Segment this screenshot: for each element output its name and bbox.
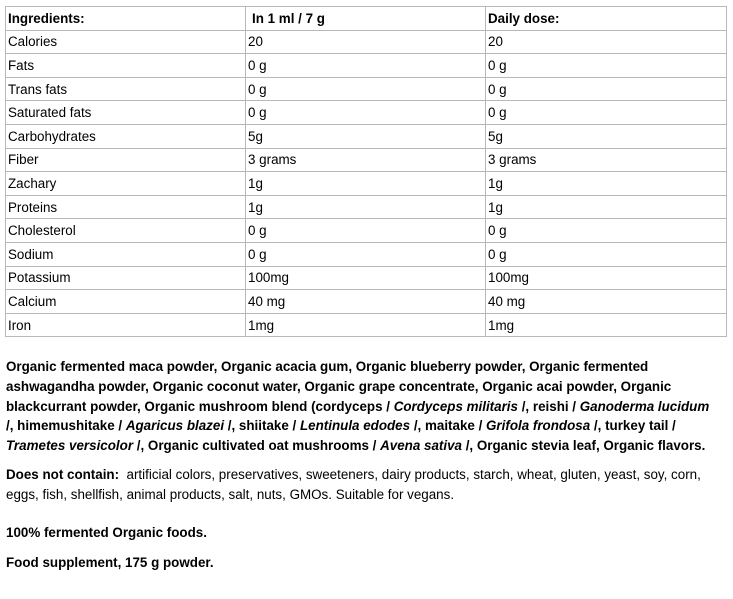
table-row xyxy=(6,290,727,314)
table-row xyxy=(6,54,727,78)
daily-dose-cell: 0 g xyxy=(486,54,727,78)
header-per-serving: In 1 ml / 7 g xyxy=(246,7,486,31)
ingredients-latin-4: Lentinula edodes xyxy=(299,418,411,434)
nutrition-table-body xyxy=(6,7,727,337)
table-header-row xyxy=(6,7,727,31)
nutrient-name-cell: Carbohydrates xyxy=(6,124,246,148)
does-not-contain-paragraph xyxy=(6,465,718,504)
ingredients-text-3: /, himemushitake / xyxy=(6,418,126,434)
nutrient-name-cell: Zachary xyxy=(6,172,246,196)
table-row xyxy=(6,172,727,196)
daily-dose-cell: 0 g xyxy=(486,242,727,266)
per-serving-cell: 100mg xyxy=(246,266,486,290)
daily-dose-cell: 5g xyxy=(486,124,727,148)
per-serving-cell: 5g xyxy=(246,124,486,148)
per-serving-cell: 1mg xyxy=(246,313,486,337)
ingredients-latin-1: Cordyceps militaris xyxy=(393,398,518,414)
supplement-statement: Food supplement, 175 g powder. xyxy=(6,555,214,571)
table-row xyxy=(6,195,727,219)
nutrition-table xyxy=(5,6,727,337)
nutrient-name-cell: Calories xyxy=(6,30,246,54)
table-row xyxy=(6,77,727,101)
daily-dose-cell: 0 g xyxy=(486,101,727,125)
ingredients-latin-6: Trametes versicolor xyxy=(6,437,134,453)
nutrient-name-cell: Fats xyxy=(6,54,246,78)
ingredients-text-6: /, turkey tail / xyxy=(590,418,676,434)
daily-dose-cell: 0 g xyxy=(486,77,727,101)
nutrient-name-cell: Sodium xyxy=(6,242,246,266)
nutrient-name-cell: Proteins xyxy=(6,195,246,219)
nutrient-name-cell: Cholesterol xyxy=(6,219,246,243)
ingredients-text-2: /, reishi / xyxy=(517,398,580,414)
daily-dose-cell: 1g xyxy=(486,195,727,219)
per-serving-cell: 20 xyxy=(246,30,486,54)
nutrient-name-cell: Fiber xyxy=(6,148,246,172)
ingredients-latin-2: Ganoderma lucidum xyxy=(579,398,710,414)
daily-dose-cell: 20 xyxy=(486,30,727,54)
nutrient-name-cell: Calcium xyxy=(6,290,246,314)
header-daily-dose: Daily dose: xyxy=(486,7,727,31)
ingredients-text-1: Organic fermented maca powder, Organic acacia gum, Organic blueberry powder, Organic fermented ashwagandha powder, Organic coconut water, Organic grape concentrate, Organic acai powder, Organic blackcurrant powder, Organic mushroom blend (cordyceps / xyxy=(6,359,672,414)
ingredients-latin-3: Agaricus blazei xyxy=(125,418,225,434)
nutrient-name-cell: Iron xyxy=(6,313,246,337)
ingredients-text-7: /, Organic cultivated oat mushrooms / xyxy=(133,437,381,453)
table-row xyxy=(6,148,727,172)
table-row xyxy=(6,266,727,290)
ingredients-text-5: /, maitake / xyxy=(410,418,487,434)
table-row xyxy=(6,242,727,266)
per-serving-cell: 0 g xyxy=(246,242,486,266)
per-serving-cell: 0 g xyxy=(246,219,486,243)
does-not-contain-text: artificial colors, preservatives, sweeteners, dairy products, starch, wheat, gluten, yeast, soy, corn, eggs, fish, shellfish, animal products, salt, nuts, GMOs. Suitable for vegans. xyxy=(6,467,705,502)
per-serving-cell: 0 g xyxy=(246,54,486,78)
header-ingredients: Ingredients: xyxy=(6,7,246,31)
nutrient-name-cell: Saturated fats xyxy=(6,101,246,125)
nutrient-name-cell: Potassium xyxy=(6,266,246,290)
per-serving-cell: 3 grams xyxy=(246,148,486,172)
table-row xyxy=(6,101,727,125)
per-serving-cell: 1g xyxy=(246,172,486,196)
per-serving-cell: 1g xyxy=(246,195,486,219)
per-serving-cell: 0 g xyxy=(246,77,486,101)
table-row xyxy=(6,30,727,54)
daily-dose-cell: 0 g xyxy=(486,219,727,243)
fermented-statement: 100% fermented Organic foods. xyxy=(6,525,207,541)
daily-dose-cell: 1g xyxy=(486,172,727,196)
table-row xyxy=(6,313,727,337)
nutrient-name-cell: Trans fats xyxy=(6,77,246,101)
daily-dose-cell: 3 grams xyxy=(486,148,727,172)
ingredients-latin-7: Avena sativa xyxy=(380,437,462,453)
table-row xyxy=(6,124,727,148)
ingredients-text-8: /, Organic stevia leaf, Organic flavors. xyxy=(461,437,706,453)
daily-dose-cell: 1mg xyxy=(486,313,727,337)
ingredients-paragraph xyxy=(6,357,718,455)
ingredients-text-4: /, shiitake / xyxy=(224,418,300,434)
daily-dose-cell: 100mg xyxy=(486,266,727,290)
ingredients-latin-5: Grifola frondosa xyxy=(486,418,591,434)
daily-dose-cell: 40 mg xyxy=(486,290,727,314)
table-row xyxy=(6,219,727,243)
per-serving-cell: 0 g xyxy=(246,101,486,125)
per-serving-cell: 40 mg xyxy=(246,290,486,314)
does-not-contain-label: Does not contain: xyxy=(6,467,120,483)
